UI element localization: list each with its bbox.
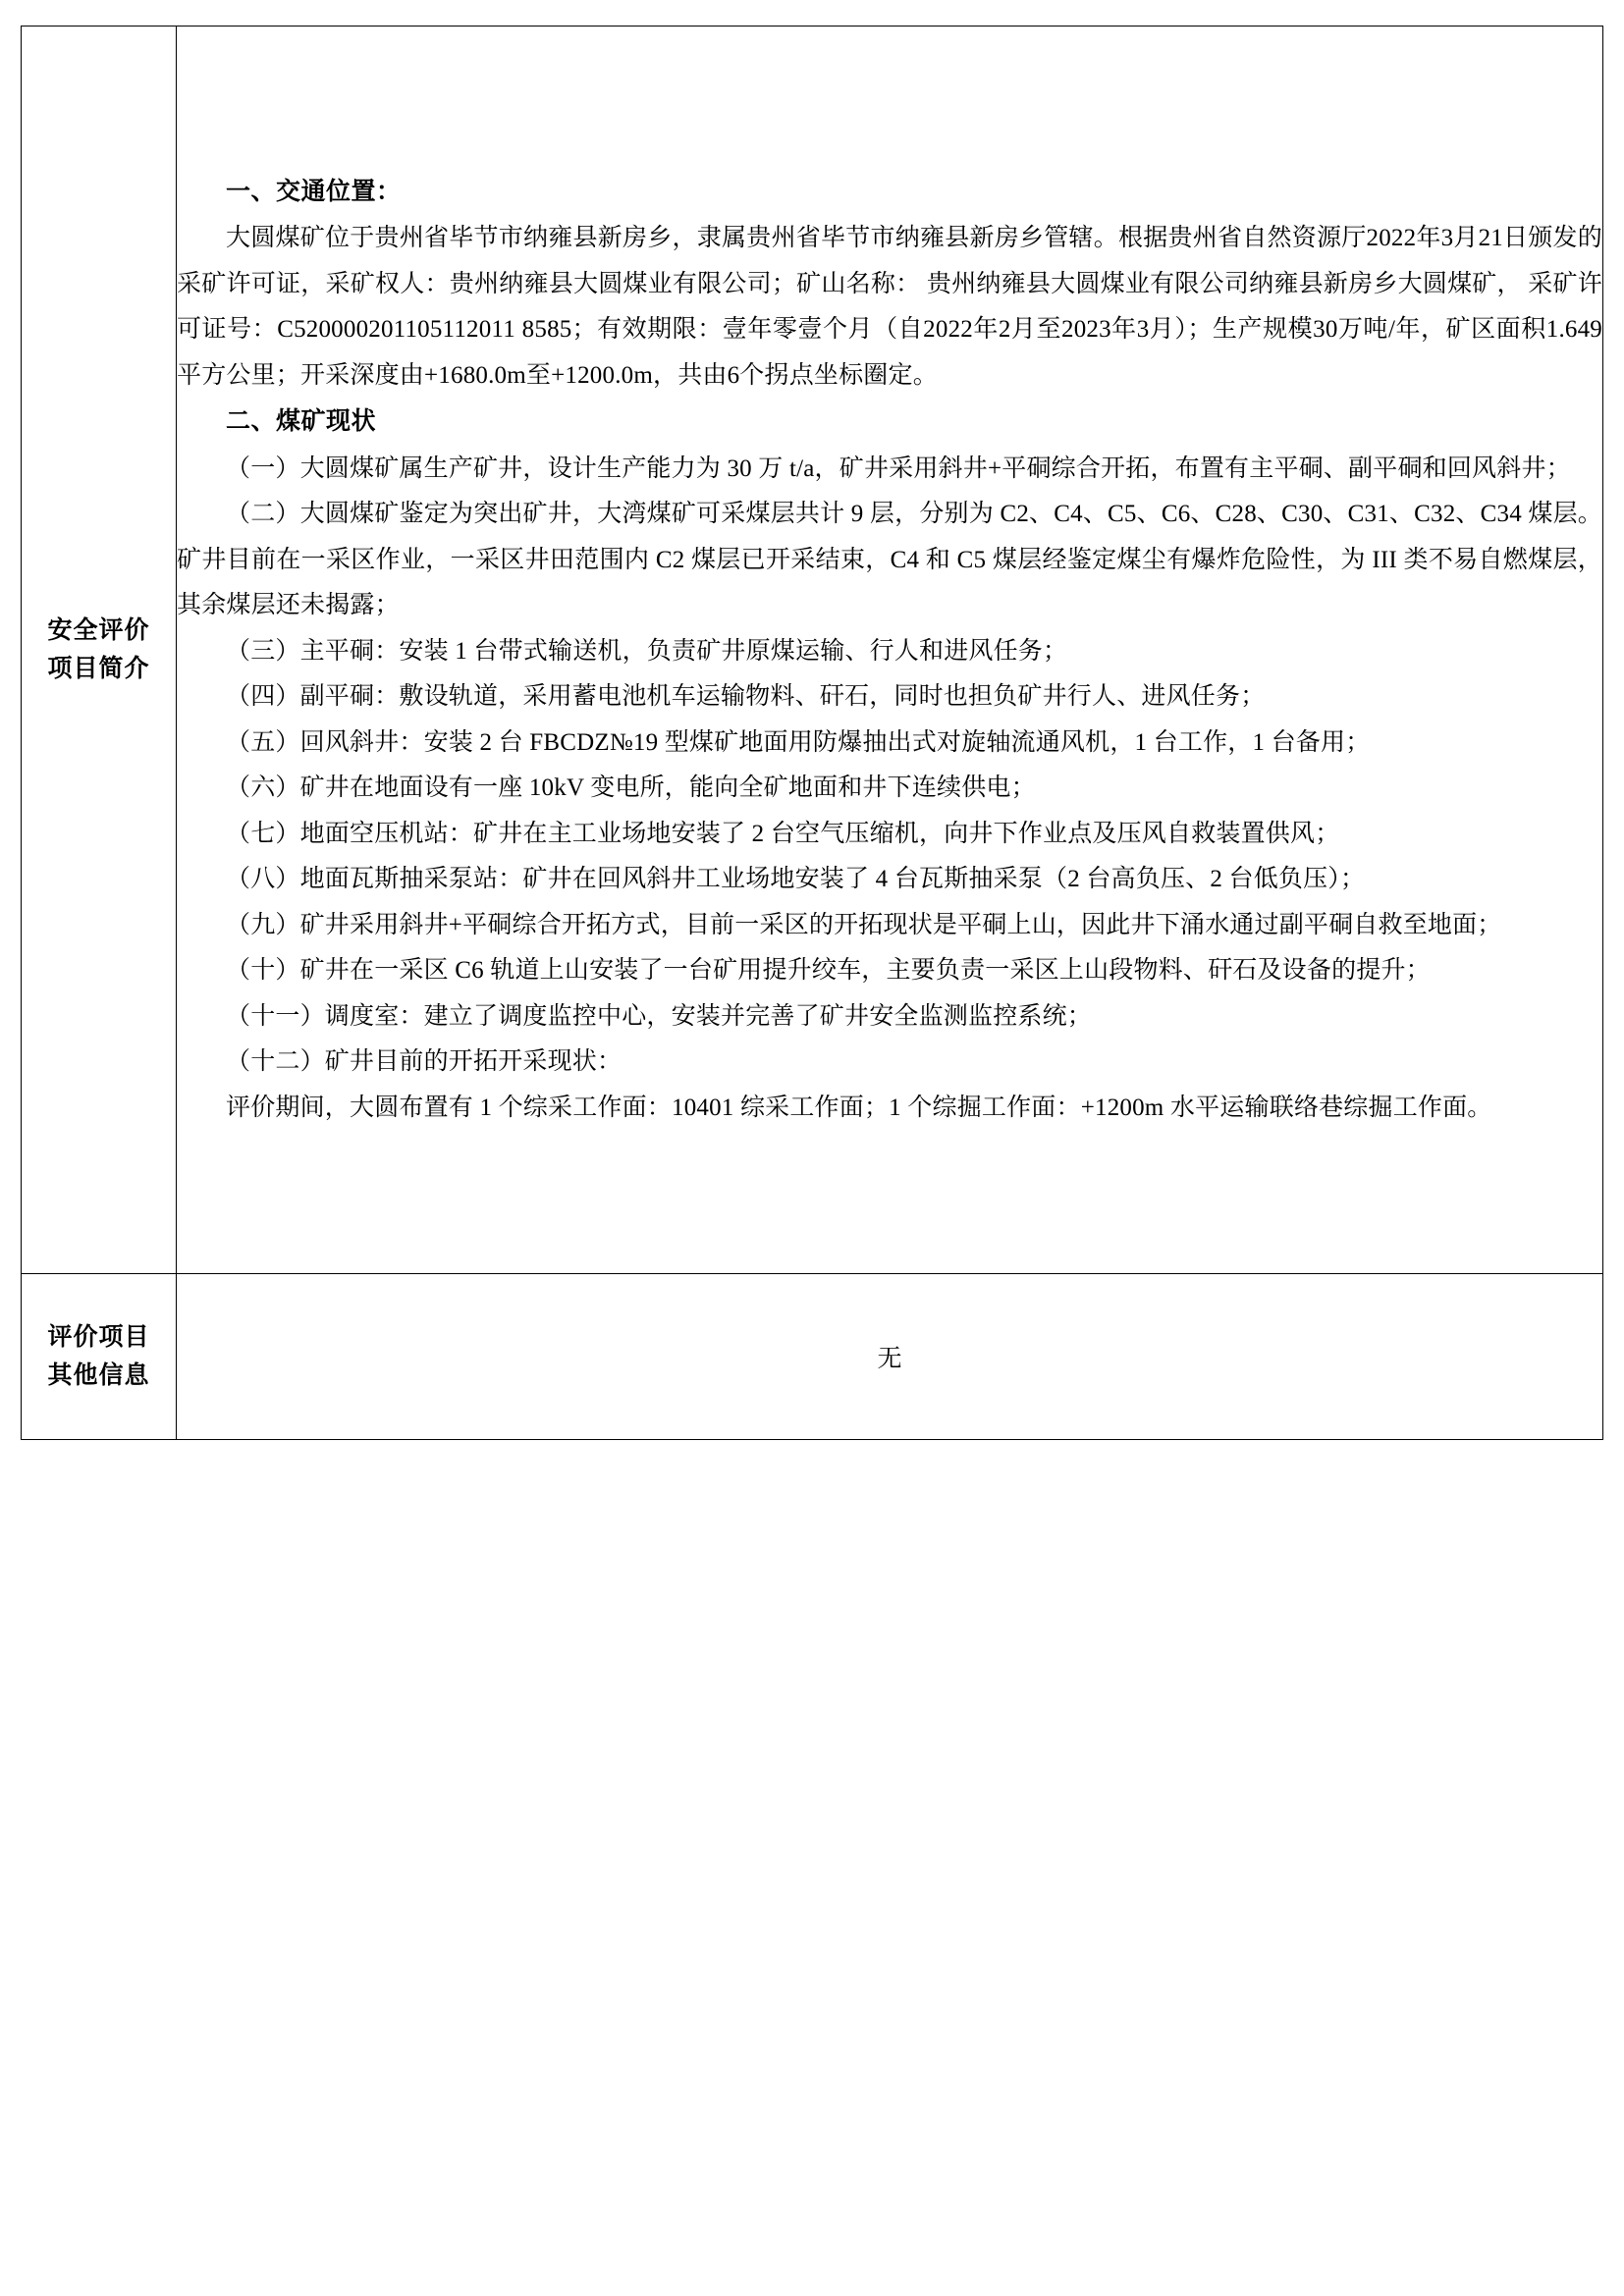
paragraph-mine-location: 大圆煤矿位于贵州省毕节市纳雍县新房乡，隶属贵州省毕节市纳雍县新房乡管辖。根据贵州省自然资源厅2022年3月21日颁发的采矿许可证，采矿权人：贵州纳雍县大圆煤业有限公司；矿山名称： 贵州纳雍县大圆煤业有限公司纳雍县新房乡大圆煤矿， 采矿许可证号：C520000201105112011 8585；有效期限：壹年零壹个月（自2022年2月至2023年3月）；生产规模30万吨/年，矿区面积1.649平方公里；开采深度由+1680.0m至+1200.0m，共由6个拐点坐标圈定。 <box>177 225 1602 389</box>
paragraph-item-1: （一）大圆煤矿属生产矿井，设计生产能力为 30 万 t/a，矿井采用斜井+平硐综合开拓，布置有主平硐、副平硐和回风斜井； <box>226 454 1571 482</box>
row-label-other-line-1: 评价项目 <box>47 1322 150 1352</box>
paragraph-item-2: （二）大圆煤矿鉴定为突出矿井，大湾煤矿可采煤层共计 9 层，分别为 C2、C4、C5、C6、C28、C30、C31、C32、C34 煤层。矿井目前在一采区作业，一采区井田范围内 C2 煤层已开采结束，C4 和 C5 煤层经鉴定煤尘有爆炸危险性，为 III 类不易自燃煤层，其余煤层还未揭露； <box>177 501 1602 618</box>
row-content-project-summary <box>177 27 1603 1274</box>
paragraph-item-12: （十二）矿井目前的开拓开采现状： <box>226 1048 623 1075</box>
paragraph-item-5: （五）回风斜井：安装 2 台 FBCDZ№19 型煤矿地面用防爆抽出式对旋轴流通风机，1 台工作，1 台备用； <box>226 728 1371 756</box>
row-label-line-1: 安全评价 <box>47 615 150 645</box>
row-label-other-line-2: 其他信息 <box>47 1361 150 1389</box>
paragraph-item-3: （三）主平硐：安装 1 台带式输送机，负责矿井原煤运输、行人和进风任务； <box>226 637 1068 665</box>
section-heading-mine-status: 二、煤矿现状 <box>226 406 377 436</box>
table-row-project-summary <box>22 27 1603 1274</box>
row-content-other-info: 无 <box>177 1274 1603 1440</box>
paragraph-item-11: （十一）调度室：建立了调度监控中心，安装并完善了矿井安全监测监控系统； <box>226 1002 1093 1030</box>
paragraph-item-10: （十）矿井在一采区 C6 轨道上山安装了一台矿用提升绞车，主要负责一采区上山段物料、矸石及设备的提升； <box>226 957 1431 984</box>
row-label-line-2: 项目简介 <box>47 654 150 682</box>
paragraph-working-faces: 评价期间，大圆布置有 1 个综采工作面：10401 综采工作面；1 个综掘工作面：+1200m 水平运输联络巷综掘工作面。 <box>226 1094 1492 1121</box>
paragraph-item-7: （七）地面空压机站：矿井在主工业场地安装了 2 台空气压缩机，向井下作业点及压风自救装置供风； <box>226 820 1340 847</box>
row-label-project-summary <box>22 27 177 1274</box>
paragraph-item-4: （四）副平硐：敷设轨道，采用蓄电池机车运输物料、矸石，同时也担负矿井行人、进风任务； <box>226 683 1266 710</box>
table-row-other-info <box>22 1274 1603 1440</box>
section-heading-traffic-location: 一、交通位置： <box>226 177 402 205</box>
paragraph-item-6: （六）矿井在地面设有一座 10kV 变电所，能向全矿地面和井下连续供电； <box>226 774 1036 801</box>
row-label-other-info <box>22 1274 177 1440</box>
paragraph-item-9: （九）矿井采用斜井+平硐综合开拓方式，目前一采区的开拓现状是平硐上山，因此井下涌水通过副平硐自救至地面； <box>226 911 1502 938</box>
paragraph-item-8: （八）地面瓦斯抽采泵站：矿井在回风斜井工业场地安装了 4 台瓦斯抽采泵（2 台高负压、2 台低负压）； <box>226 866 1366 892</box>
safety-evaluation-table <box>21 26 1603 1440</box>
